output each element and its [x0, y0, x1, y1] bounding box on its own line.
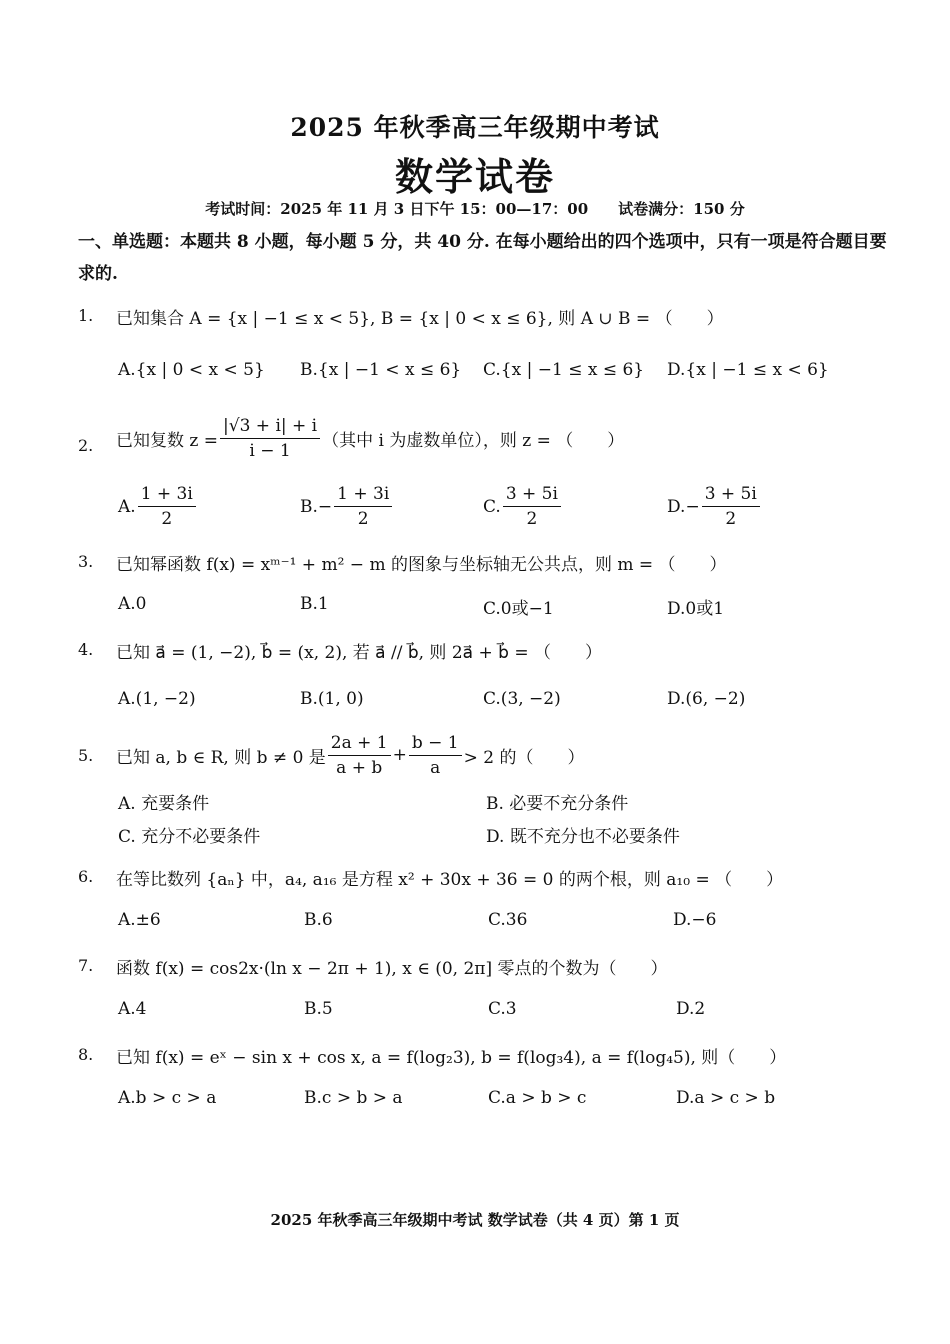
question-text: 已知集合 A = {x | −1 ≤ x < 5}, B = {x | 0 < x ≤ 6}, 则 A ∪ B = （ ） [116, 309, 724, 329]
exam-info: 考试时间：2025 年 11 月 3 日下午 15：00—17：00 试卷满分：150 分 [205, 200, 745, 218]
option-d: D. 既不充分也不必要条件 [486, 827, 680, 847]
option-b [300, 482, 394, 531]
question-number: 7. [78, 956, 94, 975]
fraction-denominator: 2 [357, 509, 369, 529]
option-d: D.(6, −2) [667, 689, 746, 709]
option-label: C. [483, 496, 501, 517]
fraction [334, 482, 392, 531]
fraction-denominator: 2 [161, 509, 173, 529]
question-text: 在等比数列 {aₙ} 中，a₄, a₁₆ 是方程 x² + 30x + 36 = 0 的两个根，则 a₁₀ = （ ） [116, 870, 784, 890]
option-d: D.a > c > b [676, 1088, 776, 1108]
option-a: A.0 [118, 594, 147, 614]
fraction-denominator: a + b [336, 757, 383, 778]
question-text [116, 410, 624, 466]
option-b: B.6 [304, 910, 333, 930]
option-a: A.±6 [118, 910, 161, 930]
fraction [503, 482, 561, 531]
fraction-denominator: 2 [725, 509, 737, 529]
fraction [409, 731, 462, 780]
question-number: 8. [78, 1045, 94, 1064]
option-d: D.−6 [673, 910, 717, 930]
fraction-numerator: 3 + 5i [702, 482, 760, 507]
question-text-post: （其中 i 为虚数单位），则 z = （ ） [322, 430, 625, 451]
question-text-pre: 已知 a, b ∈ R, 则 b ≠ 0 是 [116, 747, 326, 768]
option-b: B.1 [300, 594, 329, 614]
fraction-denominator: a [430, 757, 441, 778]
option-d: D.0或1 [667, 599, 725, 619]
fraction-numerator: 2a + 1 [328, 731, 391, 756]
fraction-denominator: 2 [526, 509, 538, 529]
option-d: D.{x | −1 ≤ x < 6} [667, 360, 829, 380]
option-a: A.b > c > a [118, 1088, 217, 1108]
option-c: C.{x | −1 ≤ x ≤ 6} [483, 360, 645, 380]
option-a: A.4 [118, 999, 147, 1019]
option-b: B.{x | −1 < x ≤ 6} [300, 360, 462, 380]
option-c [483, 482, 563, 531]
question-number: 5. [78, 746, 94, 765]
option-c: C.36 [488, 910, 528, 930]
option-a: A.{x | 0 < x < 5} [118, 360, 265, 380]
option-c: C.3 [488, 999, 517, 1019]
fraction-numerator: 3 + 5i [503, 482, 561, 507]
section-heading: 一、单选题：本题共 8 小题，每小题 5 分，共 40 分. 在每小题给出的四个选项中，只有一项是符合题目要求的. [78, 232, 887, 284]
question-number: 1. [78, 306, 94, 325]
option-c: C.(3, −2) [483, 689, 561, 709]
fraction-numerator: 1 + 3i [334, 482, 392, 507]
subject-title: 数学试卷 [394, 154, 555, 199]
question-number: 6. [78, 867, 94, 886]
option-c: C.a > b > c [488, 1088, 587, 1108]
question-number: 4. [78, 640, 94, 659]
option-sign: − [317, 496, 333, 517]
exam-title: 2025 年秋季高三年级期中考试 [290, 113, 660, 142]
option-label: D. [667, 496, 686, 517]
option-c: C. 充分不必要条件 [118, 827, 261, 847]
fraction-numerator: |√3 + i| + i [220, 414, 320, 439]
option-b: B.c > b > a [304, 1088, 403, 1108]
fraction [138, 482, 196, 531]
fraction [702, 482, 760, 531]
plus-sign: + [392, 745, 407, 765]
option-b: B. 必要不充分条件 [486, 794, 629, 814]
option-b: B.5 [304, 999, 333, 1019]
page-footer: 2025 年秋季高三年级期中考试 数学试卷（共 4 页）第 1 页 [270, 1211, 680, 1229]
question-text: 函数 f(x) = cos2x·(ln x − 2π + 1), x ∈ (0, 2π] 零点的个数为（ ） [116, 959, 668, 979]
fraction-denominator: i − 1 [249, 440, 291, 461]
fraction [328, 731, 391, 780]
fraction-numerator: b − 1 [409, 731, 462, 756]
option-a [118, 482, 198, 531]
question-text: 已知幂函数 f(x) = xᵐ⁻¹ + m² − m 的图象与坐标轴无公共点，则 m = （ ） [116, 555, 727, 575]
option-b: B.(1, 0) [300, 689, 364, 709]
question-text-pre: 已知复数 z = [116, 430, 219, 451]
option-label: A. [118, 496, 136, 517]
option-c: C.0或−1 [483, 599, 554, 619]
question-text: 已知 f(x) = eˣ − sin x + cos x, a = f(log₂3), b = f(log₃4), a = f(log₄5), 则（ ） [116, 1048, 787, 1068]
option-d: D.2 [676, 999, 706, 1019]
option-d [667, 482, 762, 531]
option-sign: − [685, 496, 700, 517]
option-label: B. [300, 496, 318, 517]
question-text-post: > 2 的（ ） [463, 747, 585, 768]
fraction [220, 414, 320, 463]
fraction-numerator: 1 + 3i [138, 482, 196, 507]
option-a: A.(1, −2) [118, 689, 196, 709]
option-a: A. 充要条件 [118, 794, 210, 814]
question-text [116, 728, 585, 782]
question-number: 3. [78, 552, 94, 571]
question-text: 已知 a⃗ = (1, −2), b⃗ = (x, 2), 若 a⃗ // b⃗, 则 2a⃗ + b⃗ = （ ） [116, 643, 602, 663]
question-number: 2. [78, 436, 94, 455]
